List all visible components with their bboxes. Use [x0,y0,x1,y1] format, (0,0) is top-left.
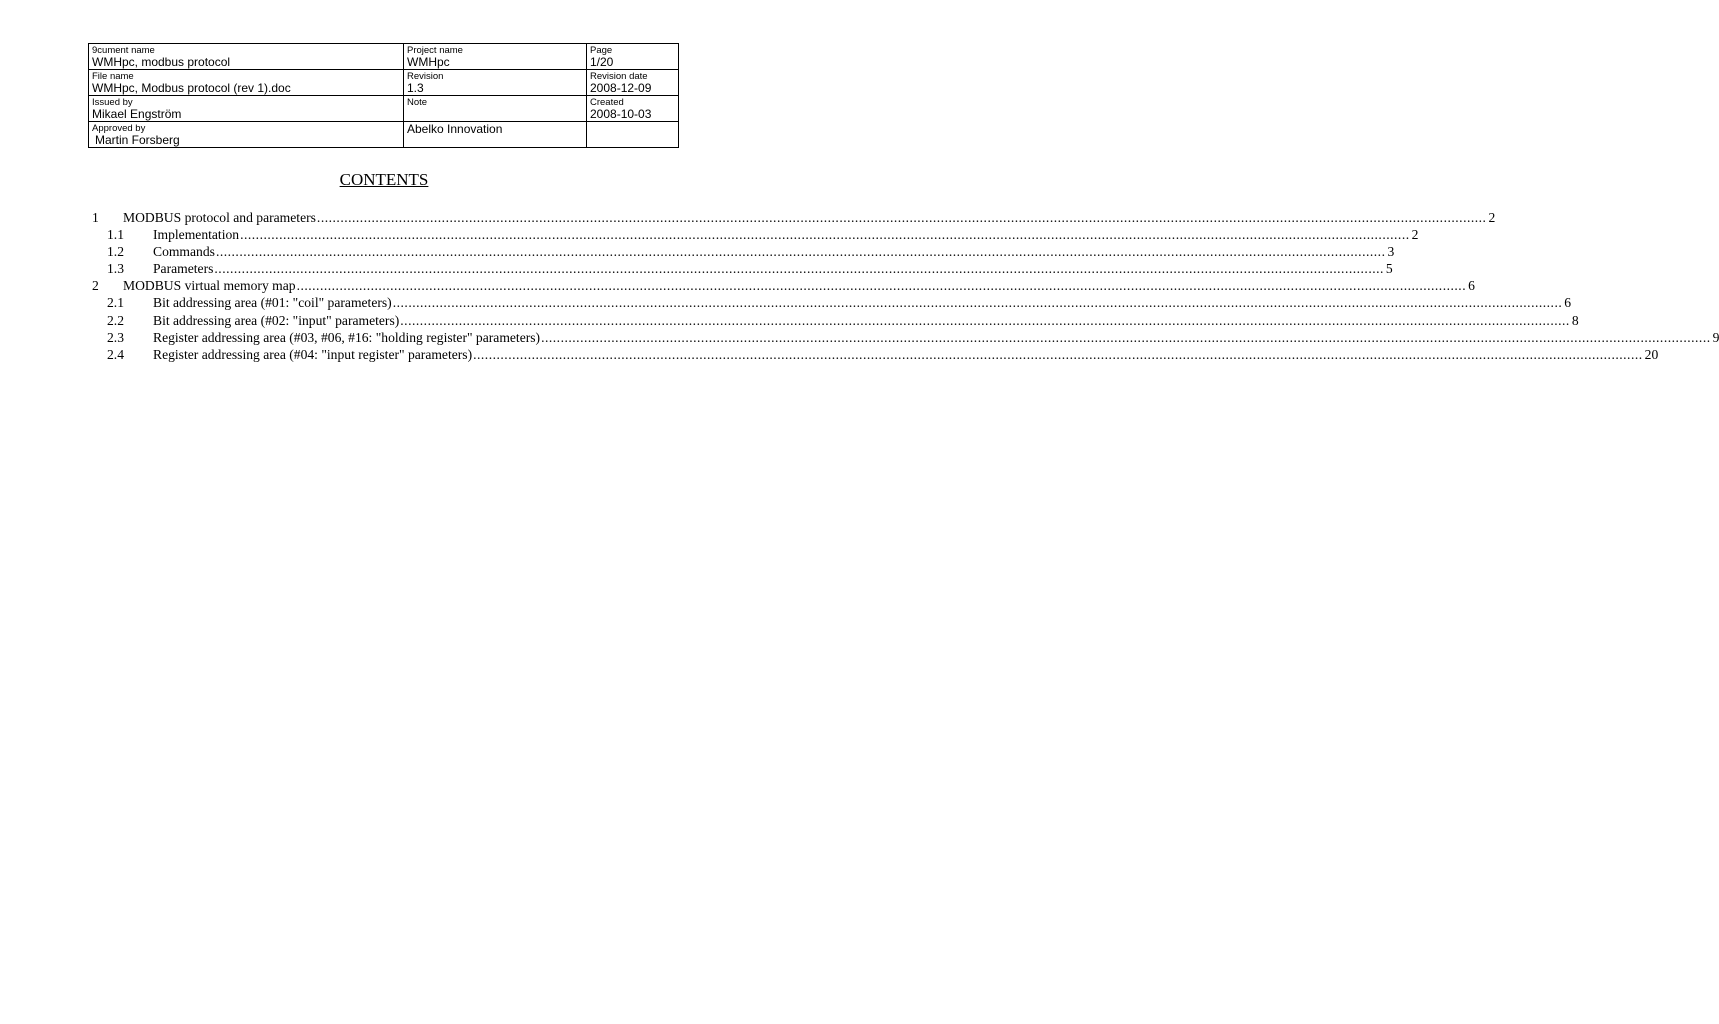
header-row [89,122,679,148]
toc-entry-title: Register addressing area (#03, #06, #16: "holding register" parameters) [153,329,541,345]
toc-dot-leader: ............................................................................................................................................................................................................................................................................................................ [316,210,1487,225]
toc-entry[interactable] [92,346,1659,363]
toc-entry-number: 1.1 [107,227,124,243]
toc-dot-leader: ............................................................................................................................................................................................................................................................................................................ [215,244,1386,260]
revision-label: Revision [407,71,444,82]
toc-entry-page-number: 9 [1712,329,1719,345]
empty-cell [587,122,679,148]
toc-entry-page-number: 3 [1387,244,1395,260]
toc-entry[interactable] [92,260,1393,277]
toc-entry-title: Parameters [153,261,214,277]
toc-dot-leader: ............................................................................................................................................................................................................................................................................................................ [296,278,1467,294]
header-row [89,70,679,96]
empty-cell-label [590,122,675,123]
toc-entry-line [153,312,1579,329]
document-header-table [88,43,679,148]
header-row [89,44,679,70]
approved-by-label: Approved by [92,123,146,134]
toc-entry-line [153,260,1393,277]
toc-entry-page-number: 2 [1411,227,1419,243]
page-cell [587,44,679,70]
toc-entry-line [153,329,1719,346]
toc-entry-title: MODBUS virtual memory map [123,278,296,294]
project-name-cell [404,44,587,70]
header-row [89,96,679,122]
toc-entry-page-number: 8 [1571,312,1579,328]
toc-entry[interactable] [92,209,1496,226]
toc-dot-leader: ............................................................................................................................................................................................................................................................................................................ [214,261,1384,277]
organization-cell [404,122,587,148]
toc-entry-title: Implementation [153,227,240,243]
issued-by-value: Mikael Engström [92,107,182,121]
toc-entry-title: Bit addressing area (#02: "input" parameters) [153,312,400,328]
toc-entry-title: MODBUS protocol and parameters [123,210,316,225]
file-name-cell [89,70,404,96]
toc-entry[interactable] [92,226,1419,243]
note-cell [404,96,587,122]
toc-entry-line [153,294,1572,311]
toc-entry-number: 2.3 [107,329,124,345]
toc-dot-leader: ............................................................................................................................................................................................................................................................................................................ [473,346,1643,362]
approved-by-cell [89,122,404,148]
toc-entry-line [153,243,1395,260]
page-value: 1/20 [590,55,614,69]
revision-cell [404,70,587,96]
toc-entry[interactable] [92,312,1579,329]
toc-entry-number: 1 [92,210,99,225]
issued-by-cell [89,96,404,122]
toc-entry-page-number: 2 [1488,210,1496,225]
file-name-label: File name [92,71,134,82]
revision-date-value: 2008-12-09 [590,81,652,95]
organization-value: Abelko Innovation [407,122,503,136]
toc-entry-page-number: 6 [1468,278,1475,294]
toc-entry[interactable] [92,277,1475,294]
created-cell [587,96,679,122]
toc-entry-title: Bit addressing area (#01: "coil" parameters) [153,295,392,311]
issued-by-label: Issued by [92,97,133,108]
toc-entry-page-number: 6 [1564,295,1572,311]
toc-entry[interactable] [92,329,1719,346]
toc-entry-number: 1.3 [107,261,124,277]
created-label: Created [590,97,624,108]
toc-entry-line [123,277,1475,294]
document-name-cell [89,44,404,70]
toc-entry[interactable] [92,243,1395,260]
toc-entry-number: 1.2 [107,244,124,260]
toc-entry-line [123,209,1496,226]
document-name-label: 9cument name [92,45,155,56]
revision-date-label: Revision date [590,71,648,82]
toc-dot-leader: ............................................................................................................................................................................................................................................................................................................ [541,329,1711,345]
toc-entry-page-number: 20 [1644,346,1659,362]
document-name-value: WMHpc, modbus protocol [92,55,231,69]
revision-date-cell [587,70,679,96]
toc-dot-leader: ............................................................................................................................................................................................................................................................................................................ [240,227,1410,243]
file-name-value: WMHpc, Modbus protocol (rev 1).doc [92,81,291,95]
created-value: 2008-10-03 [590,107,652,121]
toc-entry-line [153,226,1419,243]
project-name-value: WMHpc [407,55,450,69]
toc-entry-number: 2 [92,278,99,294]
toc-entry-line [153,346,1659,363]
toc-entry-number: 2.4 [107,346,124,362]
page-label: Page [590,45,613,56]
toc-entry-title: Commands [153,244,215,260]
note-label: Note [407,97,428,108]
toc-entry-page-number: 5 [1385,261,1393,277]
toc-entry[interactable] [92,294,1572,311]
table-of-contents [92,209,1719,363]
toc-entry-number: 2.1 [107,295,124,311]
toc-entry-number: 2.2 [107,312,124,328]
contents-heading: CONTENTS [339,170,429,189]
revision-value: 1.3 [407,81,424,95]
approved-by-value: Martin Forsberg [95,133,180,147]
project-name-label: Project name [407,45,463,56]
toc-entry-title: Register addressing area (#04: "input register" parameters) [153,346,473,362]
toc-dot-leader: ............................................................................................................................................................................................................................................................................................................ [392,295,1563,311]
toc-dot-leader: ............................................................................................................................................................................................................................................................................................................ [400,312,1570,328]
